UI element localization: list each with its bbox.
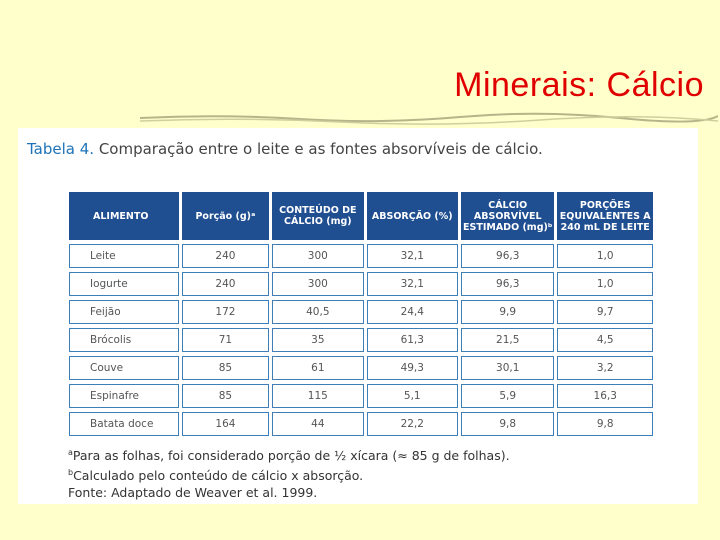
note-b-text: Calculado pelo conteúdo de cálcio x absorção. <box>73 468 364 484</box>
cell-value: 3,2 <box>557 356 653 380</box>
cell-value: 85 <box>182 356 269 380</box>
cell-value: 240 <box>182 272 269 296</box>
cell-value: 40,5 <box>272 300 363 324</box>
header-porcao: Porção (g)ᵃ <box>182 192 269 240</box>
header-calcio-absorvivel: CÁLCIO ABSORVÍVEL ESTIMADO (mg)ᵇ <box>461 192 554 240</box>
header-conteudo: CONTEÚDO DE CÁLCIO (mg) <box>272 192 363 240</box>
cell-value: 32,1 <box>367 272 458 296</box>
caption-text: Comparação entre o leite e as fontes absorvíveis de cálcio. <box>94 140 543 158</box>
cell-value: 24,4 <box>367 300 458 324</box>
cell-value: 71 <box>182 328 269 352</box>
cell-value: 96,3 <box>461 272 554 296</box>
slide-title: Minerais: Cálcio <box>454 66 704 104</box>
caption-label: Tabela 4. <box>27 140 95 158</box>
cell-food: Batata doce <box>69 412 179 436</box>
cell-value: 5,1 <box>367 384 458 408</box>
decorative-rule <box>140 112 718 126</box>
cell-value: 1,0 <box>557 244 653 268</box>
cell-value: 35 <box>272 328 363 352</box>
cell-value: 61,3 <box>367 328 458 352</box>
table-panel <box>18 128 698 504</box>
cell-value: 85 <box>182 384 269 408</box>
header-alimento: ALIMENTO <box>69 192 179 240</box>
cell-food: Brócolis <box>69 328 179 352</box>
cell-value: 22,2 <box>367 412 458 436</box>
cell-value: 30,1 <box>461 356 554 380</box>
cell-value: 172 <box>182 300 269 324</box>
cell-value: 164 <box>182 412 269 436</box>
cell-value: 49,3 <box>367 356 458 380</box>
cell-value: 32,1 <box>367 244 458 268</box>
cell-value: 16,3 <box>557 384 653 408</box>
table-row <box>69 272 653 296</box>
header-row <box>69 192 653 240</box>
cell-food: Iogurte <box>69 272 179 296</box>
cell-value: 4,5 <box>557 328 653 352</box>
cell-value: 115 <box>272 384 363 408</box>
cell-food: Espinafre <box>69 384 179 408</box>
cell-value: 5,9 <box>461 384 554 408</box>
cell-value: 9,7 <box>557 300 653 324</box>
table-row <box>69 244 653 268</box>
note-b-mark: b <box>68 468 74 478</box>
cell-value: 240 <box>182 244 269 268</box>
cell-value: 9,8 <box>557 412 653 436</box>
cell-value: 9,9 <box>461 300 554 324</box>
calcium-table <box>66 188 656 440</box>
table-row <box>69 412 653 436</box>
cell-food: Leite <box>69 244 179 268</box>
table-row <box>69 356 653 380</box>
cell-value: 9,8 <box>461 412 554 436</box>
table-row <box>69 328 653 352</box>
table-row <box>69 300 653 324</box>
note-a-mark: a <box>68 448 73 457</box>
cell-value: 61 <box>272 356 363 380</box>
cell-value: 300 <box>272 272 363 296</box>
cell-food: Feijão <box>69 300 179 324</box>
cell-value: 44 <box>272 412 363 436</box>
table-notes <box>68 444 510 501</box>
table-row <box>69 384 653 408</box>
note-source: Fonte: Adaptado de Weaver et al. 1999. <box>68 485 318 501</box>
header-porcoes: PORÇÕES EQUIVALENTES A 240 mL DE LEITE <box>557 192 653 240</box>
note-a-text: Para as folhas, foi considerado porção de ½ xícara (≈ 85 g de folhas). <box>72 448 510 464</box>
table-caption <box>27 140 543 158</box>
note-a <box>68 444 510 464</box>
cell-value: 1,0 <box>557 272 653 296</box>
cell-value: 300 <box>272 244 363 268</box>
header-absorcao: ABSORÇÃO (%) <box>367 192 458 240</box>
cell-value: 21,5 <box>461 328 554 352</box>
note-b <box>68 464 510 484</box>
cell-value: 96,3 <box>461 244 554 268</box>
cell-food: Couve <box>69 356 179 380</box>
